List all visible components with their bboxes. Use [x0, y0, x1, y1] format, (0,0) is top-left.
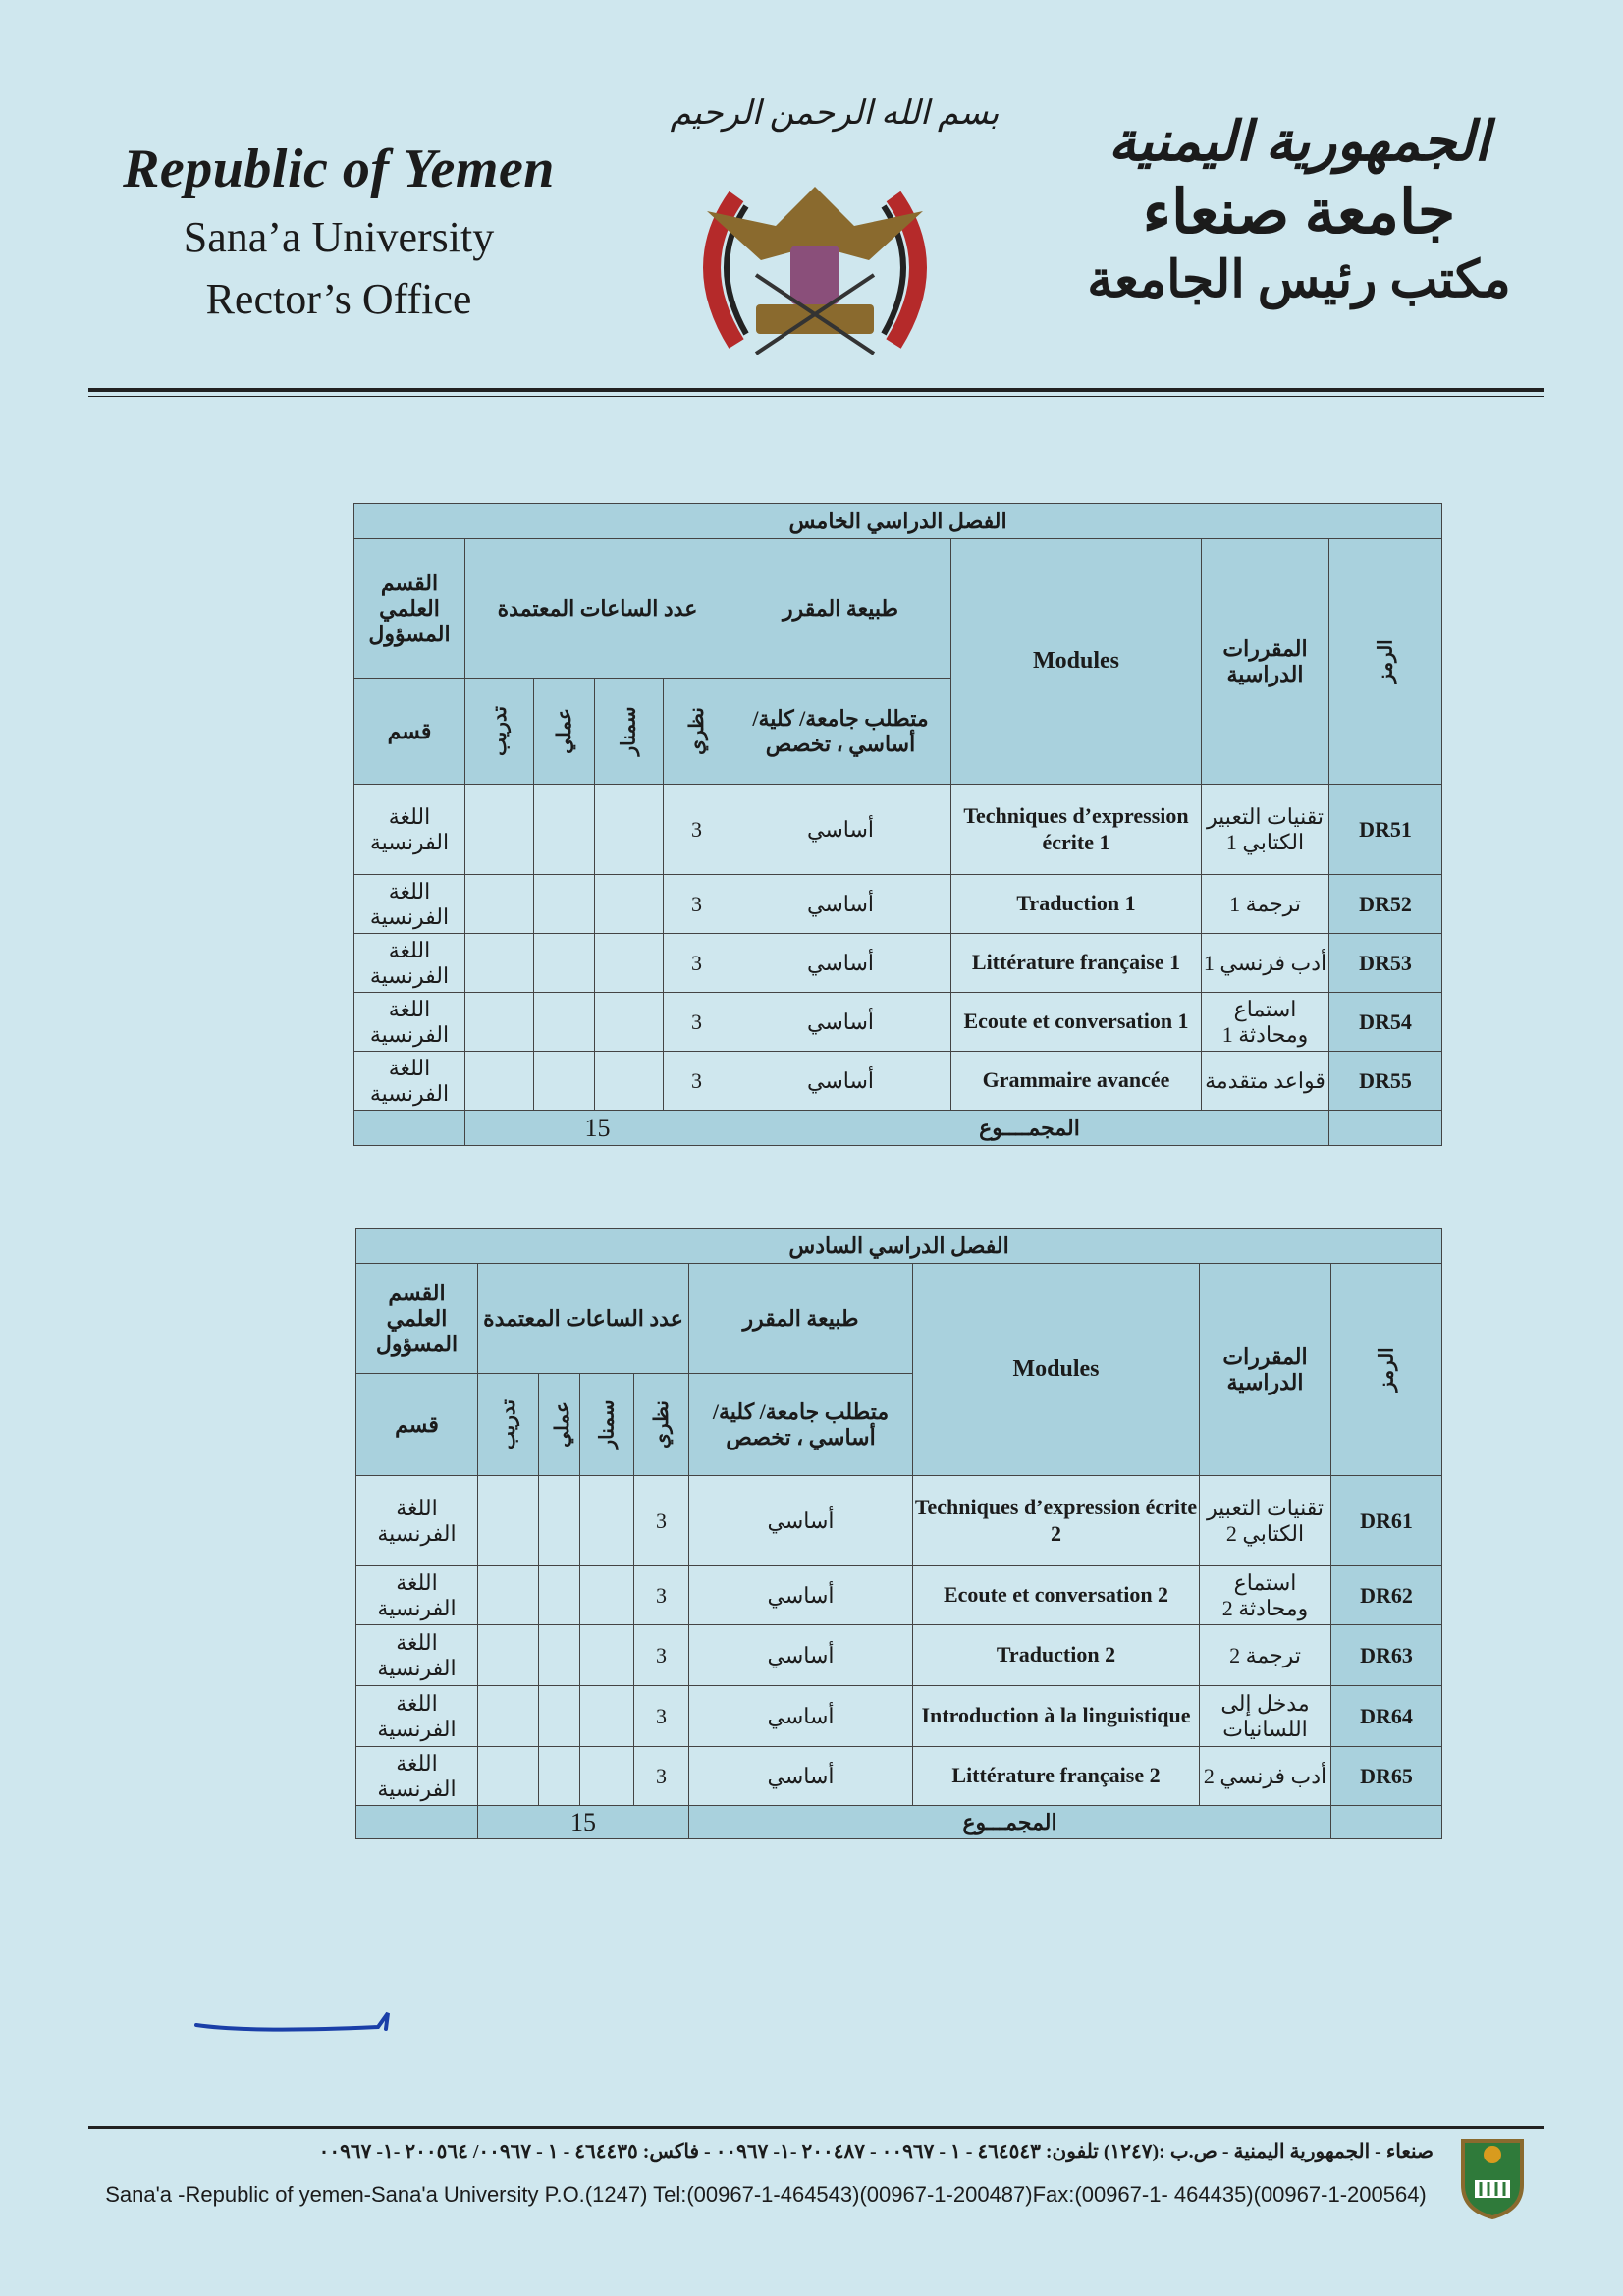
- signature-icon: [191, 2003, 407, 2043]
- university-name-ar: جامعة صنعاء: [1142, 180, 1456, 246]
- training-cell: [465, 785, 534, 875]
- module-cell: Traduction 1: [951, 875, 1202, 934]
- dept-subheader: قسم: [354, 679, 465, 785]
- courses-header: المقررات الدراسية: [1202, 539, 1329, 785]
- seminar-cell: [595, 1052, 664, 1111]
- course-cell: أدب فرنسي 1: [1202, 934, 1329, 993]
- code-cell: DR53: [1329, 934, 1442, 993]
- nature-cell: أساسي: [689, 1566, 913, 1625]
- code-cell: DR61: [1331, 1476, 1442, 1566]
- table-row: [356, 1476, 1442, 1566]
- seminar-cell: [595, 785, 664, 875]
- code-cell: DR62: [1331, 1566, 1442, 1625]
- code-cell: DR63: [1331, 1625, 1442, 1686]
- code-cell: DR51: [1329, 785, 1442, 875]
- dept-subheader: قسم: [356, 1374, 478, 1476]
- footer-address-en: Sana'a -Republic of yemen-Sana'a University P.O.(1247) Tel:(00967-1-464543)(00967-1-200487)Fax:(00967-1- 464435)(00967-1-200564): [105, 2182, 1427, 2207]
- table-row: [354, 993, 1442, 1052]
- course-cell: تقنيات التعبير الكتابي 1: [1202, 785, 1329, 875]
- dept-cell: اللغة الفرنسية: [354, 934, 465, 993]
- module-cell: Ecoute et conversation 1: [951, 993, 1202, 1052]
- training-cell: [465, 993, 534, 1052]
- theory-cell: 3: [634, 1686, 689, 1747]
- practical-cell: [539, 1747, 580, 1806]
- dept-cell: اللغة الفرنسية: [354, 785, 465, 875]
- practical-header: عملي: [539, 1374, 580, 1476]
- practical-cell: [539, 1566, 580, 1625]
- modules-header: Modules: [913, 1264, 1200, 1476]
- training-cell: [478, 1686, 539, 1747]
- training-cell: [478, 1625, 539, 1686]
- training-cell: [465, 875, 534, 934]
- practical-cell: [539, 1625, 580, 1686]
- university-name-en: Sana’a University: [183, 213, 495, 261]
- nature-cell: أساسي: [689, 1476, 913, 1566]
- code-header: الرمز: [1329, 539, 1442, 785]
- nature-cell: أساسي: [730, 934, 951, 993]
- training-cell: [478, 1566, 539, 1625]
- seminar-cell: [580, 1747, 634, 1806]
- seminar-header: سمنار: [595, 679, 664, 785]
- training-cell: [478, 1747, 539, 1806]
- table-row: [354, 934, 1442, 993]
- theory-cell: 3: [664, 934, 730, 993]
- course-cell: استماع ومحادثة 1: [1202, 993, 1329, 1052]
- total-blank-cell: [1331, 1806, 1442, 1839]
- dept-cell: اللغة الفرنسية: [356, 1476, 478, 1566]
- module-cell: Littérature française 2: [913, 1747, 1200, 1806]
- country-name-en: Republic of Yemen: [123, 138, 555, 199]
- course-nature-header: طبيعة المقرر: [689, 1264, 913, 1374]
- total-label: المجمــــوع: [730, 1111, 1329, 1146]
- nature-cell: أساسي: [689, 1625, 913, 1686]
- yemen-emblem-icon: [668, 167, 962, 373]
- table-row: [354, 1052, 1442, 1111]
- course-cell: ترجمة 1: [1202, 875, 1329, 934]
- dept-cell: اللغة الفرنسية: [354, 875, 465, 934]
- office-name-ar: مكتب رئيس الجامعة: [1087, 252, 1511, 308]
- code-cell: DR52: [1329, 875, 1442, 934]
- module-cell: Techniques d’expression écrite 2: [913, 1476, 1200, 1566]
- training-header: تدريب: [478, 1374, 539, 1476]
- table-row: [354, 875, 1442, 934]
- total-row: [354, 1111, 1442, 1146]
- course-cell: تقنيات التعبير الكتابي 2: [1200, 1476, 1331, 1566]
- total-blank-cell: [356, 1806, 478, 1839]
- practical-cell: [539, 1686, 580, 1747]
- code-cell: DR54: [1329, 993, 1442, 1052]
- seminar-cell: [595, 875, 664, 934]
- code-cell: DR55: [1329, 1052, 1442, 1111]
- module-cell: Littérature française 1: [951, 934, 1202, 993]
- total-value: 15: [465, 1111, 730, 1146]
- theory-header: نظري: [634, 1374, 689, 1476]
- seminar-cell: [595, 934, 664, 993]
- code-header: الرمز: [1331, 1264, 1442, 1476]
- nature-cell: أساسي: [730, 993, 951, 1052]
- total-label: المجمـــوع: [689, 1806, 1331, 1839]
- basmala: بسم الله الرحمن الرحيم: [670, 95, 1000, 132]
- letterhead-english: [93, 137, 584, 324]
- courses-header: المقررات الدراسية: [1200, 1264, 1331, 1476]
- seminar-cell: [580, 1476, 634, 1566]
- theory-cell: 3: [634, 1747, 689, 1806]
- nature-cell: أساسي: [730, 1052, 951, 1111]
- code-cell: DR65: [1331, 1747, 1442, 1806]
- module-cell: Introduction à la linguistique: [913, 1686, 1200, 1747]
- theory-header: نظري: [664, 679, 730, 785]
- course-cell: أدب فرنسي 2: [1200, 1747, 1331, 1806]
- semester6-title: الفصل الدراسي السادس: [356, 1229, 1442, 1264]
- table-row: [354, 785, 1442, 875]
- office-name-en: Rector’s Office: [205, 275, 472, 323]
- theory-cell: 3: [664, 785, 730, 875]
- practical-cell: [534, 1052, 595, 1111]
- total-blank-cell: [354, 1111, 465, 1146]
- footer-rule: [88, 2126, 1544, 2129]
- table-row: [356, 1625, 1442, 1686]
- course-cell: استماع ومحادثة 2: [1200, 1566, 1331, 1625]
- table-row: [356, 1566, 1442, 1625]
- training-cell: [465, 1052, 534, 1111]
- theory-cell: 3: [664, 993, 730, 1052]
- header-rule-thin: [88, 396, 1544, 397]
- seminar-cell: [580, 1566, 634, 1625]
- nature-cell: أساسي: [689, 1747, 913, 1806]
- course-nature-header: طبيعة المقرر: [730, 539, 951, 679]
- seminar-cell: [595, 993, 664, 1052]
- practical-cell: [534, 934, 595, 993]
- requirement-header: متطلب جامعة/ كلية/ أساسي ، تخصص: [730, 679, 951, 785]
- dept-cell: اللغة الفرنسية: [354, 1052, 465, 1111]
- country-name-ar: الجمهورية اليمنية: [1108, 112, 1490, 173]
- practical-cell: [539, 1476, 580, 1566]
- nature-cell: أساسي: [689, 1686, 913, 1747]
- dept-cell: اللغة الفرنسية: [356, 1747, 478, 1806]
- credit-hours-header: عدد الساعات المعتمدة: [465, 539, 730, 679]
- course-cell: مدخل إلى اللسانيات: [1200, 1686, 1331, 1747]
- university-seal-icon: [1453, 2131, 1532, 2219]
- table-row: [356, 1686, 1442, 1747]
- practical-header: عملي: [534, 679, 595, 785]
- dept-cell: اللغة الفرنسية: [356, 1625, 478, 1686]
- practical-cell: [534, 785, 595, 875]
- training-cell: [478, 1476, 539, 1566]
- dept-cell: اللغة الفرنسية: [356, 1686, 478, 1747]
- seminar-cell: [580, 1625, 634, 1686]
- credit-hours-header: عدد الساعات المعتمدة: [478, 1264, 689, 1374]
- semester5-table: [353, 503, 1442, 1146]
- seminar-cell: [580, 1686, 634, 1747]
- theory-cell: 3: [664, 1052, 730, 1111]
- module-cell: Ecoute et conversation 2: [913, 1566, 1200, 1625]
- module-cell: Techniques d’expression écrite 1: [951, 785, 1202, 875]
- total-row: [356, 1806, 1442, 1839]
- nature-cell: أساسي: [730, 875, 951, 934]
- training-header: تدريب: [465, 679, 534, 785]
- modules-header: Modules: [951, 539, 1202, 785]
- nature-cell: أساسي: [730, 785, 951, 875]
- total-value: 15: [478, 1806, 689, 1839]
- header-rule: [88, 388, 1544, 392]
- dept-cell: اللغة الفرنسية: [356, 1566, 478, 1625]
- dept-resp-header: القسم العلمي المسؤول: [354, 539, 465, 679]
- module-cell: Grammaire avancée: [951, 1052, 1202, 1111]
- semester6-table: [355, 1228, 1442, 1839]
- dept-cell: اللغة الفرنسية: [354, 993, 465, 1052]
- seminar-header: سمنار: [580, 1374, 634, 1476]
- module-cell: Traduction 2: [913, 1625, 1200, 1686]
- theory-cell: 3: [634, 1476, 689, 1566]
- letterhead-arabic: [1073, 110, 1525, 309]
- total-blank-cell: [1329, 1111, 1442, 1146]
- table-row: [356, 1747, 1442, 1806]
- training-cell: [465, 934, 534, 993]
- footer-address-ar: صنعاء - الجمهورية اليمنية - ص.ب :(١٢٤٧) تلفون: ٤٦٤٥٤٣ - ١ - ٠٠٩٦٧ - ٢٠٠٤٨٧ -١- ٠٠٩٦٧ - فاكس: ٤٦٤٤٣٥ - ١ - ٠٠٩٦٧/ ٢٠٠٥٦٤ -١- ٠٠٩٦٧: [318, 2141, 1434, 2162]
- theory-cell: 3: [664, 875, 730, 934]
- semester5-title: الفصل الدراسي الخامس: [354, 504, 1442, 539]
- requirement-header: متطلب جامعة/ كلية/ أساسي ، تخصص: [689, 1374, 913, 1476]
- practical-cell: [534, 875, 595, 934]
- practical-cell: [534, 993, 595, 1052]
- code-cell: DR64: [1331, 1686, 1442, 1747]
- theory-cell: 3: [634, 1625, 689, 1686]
- course-cell: ترجمة 2: [1200, 1625, 1331, 1686]
- dept-resp-header: القسم العلمي المسؤول: [356, 1264, 478, 1374]
- course-cell: قواعد متقدمة: [1202, 1052, 1329, 1111]
- theory-cell: 3: [634, 1566, 689, 1625]
